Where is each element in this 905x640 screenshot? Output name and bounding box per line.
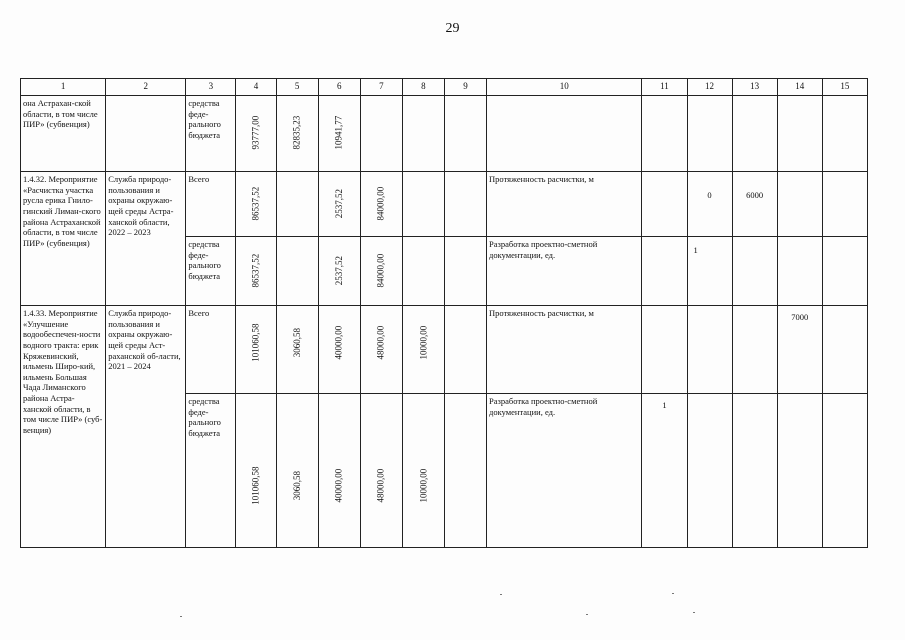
value-cell: 101060,58: [236, 306, 276, 394]
value-cell: 84000,00: [360, 237, 402, 306]
header-cell: 5: [276, 79, 318, 96]
funding-source-cell: средства феде-рального бюджета: [186, 394, 236, 548]
measure-name-cell: она Астрахан-ской области, в том числе ПИР» (субвенция): [21, 96, 106, 172]
executor-cell: Служба природо-пользования и охраны окружаю-щей среды Аст-раханской об-ласти, 2021 – 2024: [106, 306, 186, 548]
funding-source-cell: средства феде-рального бюджета: [186, 96, 236, 172]
indicator-value-cell: 7000: [777, 306, 822, 394]
measure-name-cell: 1.4.32. Мероприятие «Расчистка участка русла ерика Гнило-гинский Лиман-ского района Астраханской области, в том числе ПИР» (субвенция): [21, 172, 106, 306]
header-cell: 2: [106, 79, 186, 96]
header-cell: 13: [732, 79, 777, 96]
table-row: [21, 172, 868, 237]
header-cell: 4: [236, 79, 276, 96]
value-cell: 2537,52: [318, 237, 360, 306]
header-cell: 8: [402, 79, 444, 96]
indicator-cell: Протяженность расчистки, м: [487, 172, 642, 237]
header-cell: 10: [487, 79, 642, 96]
value-cell: 3060,58: [276, 306, 318, 394]
funding-source-cell: Всего: [186, 172, 236, 237]
value-cell: 40000,00: [318, 306, 360, 394]
value-cell: 3060,58: [276, 394, 318, 548]
value-cell: 40000,00: [318, 394, 360, 548]
value-cell: 48000,00: [360, 394, 402, 548]
value-cell: 86537,52: [236, 237, 276, 306]
table-row: [21, 96, 868, 172]
indicator-cell: Протяженность расчистки, м: [487, 306, 642, 394]
header-cell: 14: [777, 79, 822, 96]
executor-cell: [106, 96, 186, 172]
value-cell: 10941,77: [318, 96, 360, 172]
value-cell: 82835,23: [276, 96, 318, 172]
header-cell: 9: [444, 79, 486, 96]
value-cell: 48000,00: [360, 306, 402, 394]
indicator-value-cell: 6000: [732, 172, 777, 237]
measure-name-cell: 1.4.33. Мероприятие «Улучшение водообеспечен-ности водного тракта: ерик Кряжевинский, ильмень Широ-кий, ильмень Большая Чада Лиманского района Астра-ханской области, в том числе ПИР» (суб-венция): [21, 306, 106, 548]
table-header-row: [21, 79, 868, 96]
funding-source-cell: Всего: [186, 306, 236, 394]
header-cell: 1: [21, 79, 106, 96]
funding-source-cell: средства феде-рального бюджета: [186, 237, 236, 306]
indicator-cell: Разработка проектно-сметной документации, ед.: [487, 394, 642, 548]
header-cell: 15: [822, 79, 867, 96]
page-number: 29: [445, 21, 460, 36]
header-cell: 7: [360, 79, 402, 96]
budget-table: [20, 78, 868, 548]
header-cell: 3: [186, 79, 236, 96]
executor-cell: Служба природо-пользования и охраны окружаю-щей среды Астра-ханской области, 2022 – 2023: [106, 172, 186, 306]
value-cell: 84000,00: [360, 172, 402, 237]
indicator-value-cell: 1: [642, 394, 687, 548]
header-cell: 11: [642, 79, 687, 96]
indicator-value-cell: 1: [687, 237, 732, 306]
header-cell: 12: [687, 79, 732, 96]
value-cell: 10000,00: [402, 394, 444, 548]
indicator-cell: Разработка проектно-сметной документации, ед.: [487, 237, 642, 306]
header-cell: 6: [318, 79, 360, 96]
value-cell: 10000,00: [402, 306, 444, 394]
value-cell: 2537,52: [318, 172, 360, 237]
value-cell: 101060,58: [236, 394, 276, 548]
value-cell: 93777,00: [236, 96, 276, 172]
value-cell: 86537,52: [236, 172, 276, 237]
table-row: [21, 306, 868, 394]
indicator-value-cell: 0: [687, 172, 732, 237]
